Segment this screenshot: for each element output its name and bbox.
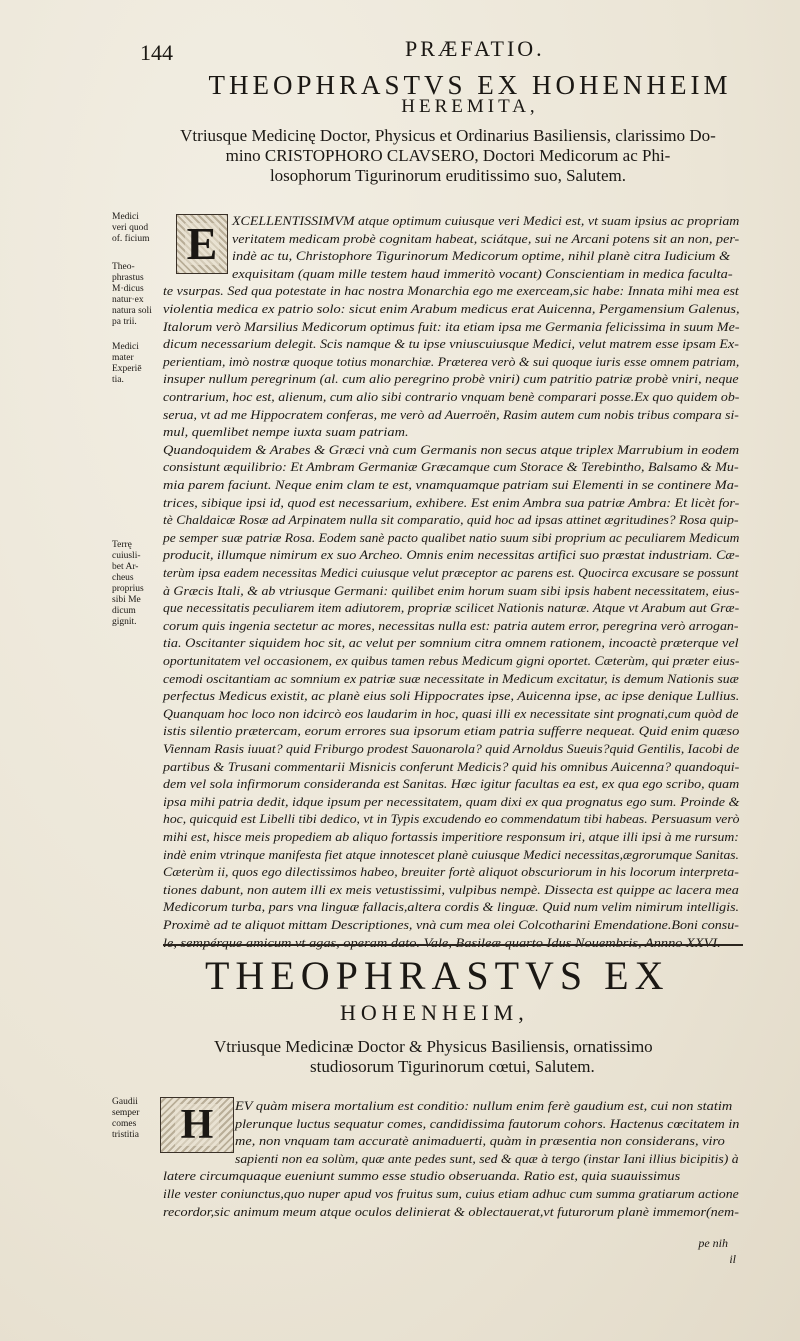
text-line: trices, sibique ipsi id, quod est necessarium, exhibere. Est enim Ambra sua patriæ Ambra: Et licèt for- bbox=[163, 495, 740, 510]
text-line: plerunque luctus sequatur comes, candidissima fautorum cohors. Hactenus cœcitatem in bbox=[235, 1116, 740, 1131]
text-line: indè ac tu, Christophore Tigurinorum Medicorum optime, nihil planè citra Iudicium & bbox=[232, 249, 731, 264]
text-line: Quanquam hoc loco non idcircò eos laudarim in hoc, quasi illi ex necessitate sint prognati,cum quòd de bbox=[163, 706, 739, 721]
text-line: ille vester coniunctus,quo nuper apud vos fruitus sum, cuius etiam adhuc cum summa gratiarum actione bbox=[163, 1187, 739, 1201]
text-line: mia parem faciunt. Neque enim clam te est, vnamquamque patriam sui Elementi in se continere Ma- bbox=[163, 478, 739, 492]
text-line: consistunt æquilibrio: Et Ambram Germaniæ Græcamque cum Storace & Terebintho, Balsamo & Mu- bbox=[163, 460, 739, 475]
text-line: dem vel sola infirmorum considerandа est Sanitas. Hæc igitur facultas ea est, ex qua ego scribo, quam bbox=[163, 777, 740, 792]
text-line: que necessitatis peculiarem item adiutorem, propriæ scilicet Nationis naturæ. Atque vt Arabum aut Græ- bbox=[163, 601, 740, 616]
text-line: le, sempérque amicum vt agas, operam dato. Vale, Basileæ quarto Idus Nouembris, Annno XXVI. bbox=[163, 935, 721, 950]
margin-note: Medici mater Experiē tia. bbox=[112, 342, 142, 385]
text-line: recordor,sic animum meum atque oculos delinierat & oblectauerat,vt futurorum planè immemor(nem- bbox=[163, 1204, 739, 1219]
text-line: XCELLENTISSIMVM atque optimum cuiusque veri Medici est, vt suam ipsius ac propriam bbox=[232, 214, 740, 228]
text-line: hoc, quicquid est Libelli tibi dedico, vt in Typis excudendo eo commendatum tibi habeas. Persuasum verò bbox=[163, 812, 740, 827]
text-line: me, non vnquam tam accuratè animaduerti, quàm in præsentia non considerans, viro bbox=[235, 1134, 725, 1149]
text-line: insuper nullum peregrinum (al. cum alio peregrino probè vniri) cum patritio patriæ probè vniri, neque bbox=[163, 372, 739, 387]
text-line: sapienti non ea solùm, quæ ante pedes sunt, sed & quæ à tergo (instar Iani illius bicipitis) à bbox=[235, 1151, 739, 1166]
text-line: exquisitam (quam mille testem haud immeritò vocant) Conscientiam in medica faculta- bbox=[232, 266, 733, 281]
text-line: ipsa mihi patria dedit, idque ipsum per necessitatem, quam dixi ex qua prognatus ego sum. Proinde & bbox=[163, 794, 740, 809]
text-line: Viennam Rasis iuuat? quid Friburgo prodest Sauonarola? quid Arnoldus Sueuis?quid Gentilis, Iacobi de bbox=[163, 742, 740, 756]
text-line: EV quàm misera mortalium est conditio: nullum enim ferè gaudium est, cui non statim bbox=[235, 1099, 733, 1113]
text-line: partibus & Trusani commentarii Misnicis conferunt Medicis? quid his omnibus Auicenna? quandoqui- bbox=[163, 759, 740, 774]
text-line: veritatem medicam probè cognitam habeat, sciátque, sui ne Arcani potens sit an non, per- bbox=[232, 231, 740, 246]
text-line: Quandoquidem & Arabes & Græci vnà cum Germanis non secus atque triplex Marrubium in eodem bbox=[163, 442, 740, 457]
text-line: dicum necessarium delegit. Scis namque & tu ipse vniuscuiusque Medici, velut matrem esse ipsam Ex- bbox=[163, 337, 739, 352]
catchword: pe nih bbox=[698, 1236, 728, 1250]
margin-note: Medici veri quod of. ficium bbox=[112, 212, 150, 244]
text-line: violentia medica ex patrio solo: sicut enim Arabum medicus erat Auicenna, Pergamensium Galenus, bbox=[163, 302, 740, 316]
section-divider bbox=[163, 944, 743, 946]
text-line: istis silentio prætercam, eorum errores sua ipsorum etiam patria sufferre nequeat. Quid enim quæso bbox=[163, 724, 740, 739]
text-line: tia. Oscitanter siquidem hoc sit, ac velut per somnium citra omnem rationem, incoactè præterque vel bbox=[163, 636, 739, 651]
text-line: terùm ipsa eadem necessitas Medici cuiusque velut præceptor ac parens est. Quocirca excusare se possunt bbox=[163, 566, 739, 580]
text-line: tiones dabunt, non autem illi ex meis vetustissimi, vulpibus nempè. Dissecta est quippe ac lacera mea bbox=[163, 882, 739, 897]
address-line: Vtriusque Medicinę Doctor, Physicus et Ordinarius Basiliensis, clarissimo Do- bbox=[180, 126, 716, 145]
text-line: contrarium, hoc est, alienum, cum alio sibi contrario vnquam benè comparari posse.Ex quo quidem ob- bbox=[163, 390, 740, 404]
text-line: à Græcis Itali, & ab vtriusque Germani: quilibet enim horum suam sibi ipsis habent necessitatem, eius- bbox=[163, 583, 740, 598]
text-line: oportunitatem vel occasionem, ex quibus tamen rebus Medicum gigni oportet. Cæterùm, qui præter eius- bbox=[163, 654, 740, 668]
margin-note: Gaudii semper comes tristitia bbox=[112, 1097, 140, 1140]
text-line: Italorum verò Marsilius Medicorum optimus fuit: ita etiam ipsa me Germania felicissima in suum Me- bbox=[163, 319, 740, 334]
text-line: Proximè ad te aliquot mittam Descriptiones, vnà cum mea olei Colcotharini Emendatione.Boni consu- bbox=[163, 918, 739, 932]
text-line: Cæterùm ii, quos ego dilectissimos habeo, breuiter fortè aliquot obscuriorum in his locorum interpreta- bbox=[163, 865, 739, 880]
running-head: PRÆFATIO. bbox=[405, 36, 545, 61]
text-line: pe semper suæ patriæ Rosa. Eodem sanè pacto qualibet natio suum sibi proprium ac peculiarem Medicum bbox=[163, 530, 740, 545]
text-line: indè enim vtrinque manifesta fiet atque innotescet planè cuiusque Medici necessitas,ægrorumque Sanitas. bbox=[163, 847, 739, 862]
text-line: mihi est, hisce meis propediem ab aliquo fortassis imperitiore responsum iri, atque illi ipsi à me rursum: bbox=[163, 830, 739, 844]
initial-letter: H bbox=[175, 1104, 219, 1146]
text-line: perientiam, imò nostræ quoque totius monarchiæ. Præterea verò & sui quoque iuris esse omnem patriam, bbox=[163, 354, 740, 369]
text-line: latere circumquaque eueniunt summo esse studio obseruanda. Ratio est, quia suauissimus bbox=[163, 1169, 681, 1184]
margin-note: Theo-phrastus M·dicus natur·ex natura soli pa trii. bbox=[112, 262, 152, 327]
letter1-address bbox=[148, 126, 748, 186]
letter1-title: THEOPHRASTVS EX HOHENHEIM bbox=[208, 70, 732, 100]
letter1-subtitle: HEREMITA, bbox=[401, 96, 539, 117]
text-line: producit, illumque nimirum ex suo Archeo. Omnis enim necessitas artifici suo præstat industriam. Cæ- bbox=[163, 548, 740, 563]
letter2-address-line: Vtriusque Medicinæ Doctor & Physicus Basiliensis, ornatissimo bbox=[214, 1037, 653, 1056]
initial-letter: E bbox=[186, 218, 218, 269]
decorated-initial bbox=[176, 214, 228, 274]
address-line: mino CRISTOPHORO CLAVSERO, Doctori Medicorum ac Phi- bbox=[225, 146, 671, 165]
text-line: corum quis ingenia sectetur ac mores, necessitas nulla est: patria autem error, peregrina verò arrogan- bbox=[163, 618, 739, 633]
page-number: 144 bbox=[140, 40, 173, 65]
margin-note: Terrę cuiusli-bet Ar-cheus proprius sibi Me dicum gignit. bbox=[112, 540, 144, 627]
text-line: perfectus Medicus existit, ac planè eius soli Hippocrates ipse, Auicenna ipse, ac ipse denique Lullius. bbox=[163, 689, 740, 704]
text-line: mul, quemlibet nempe iuxta suam patriam. bbox=[163, 425, 409, 440]
letter2-address-line: studiosorum Tigurinorum cœtui, Salutem. bbox=[310, 1057, 595, 1076]
signature-mark: il bbox=[729, 1252, 736, 1266]
text-line: Medicorum turba, pars vna linguæ fallacis,altera cordis & linguæ. Quid num velim nimirum intelligis. bbox=[163, 900, 740, 915]
text-line: serua, vt ad me Hippocratem conferas, me verò ad Auerroën, Rasim autem cum nobis tribus compara si- bbox=[163, 407, 739, 422]
letter2-title: THEOPHRASTVS EX bbox=[205, 953, 670, 998]
text-line: cemodi oscitantiam ac somnium ex patriæ suæ necessitate in Medicum excitatur, is demum Nationis suæ bbox=[163, 671, 739, 686]
text-line: te vsurpas. Sed qua potestate in hac nostra Monarchia ego me exerceam,sic habe: Innata mihi mea est bbox=[163, 284, 739, 299]
decorated-initial bbox=[160, 1097, 234, 1153]
address-line: losophorum Tigurinorum eruditissimo suo, Salutem. bbox=[269, 166, 627, 185]
letter2-title-second-line: HOHENHEIM, bbox=[340, 1000, 529, 1025]
text-line: tè Chaldaicæ Rosæ ad Arpinatem nulla sit comparatio, quid hoc ad ipsas attinet ægritudines? Rosa quip- bbox=[163, 513, 739, 528]
